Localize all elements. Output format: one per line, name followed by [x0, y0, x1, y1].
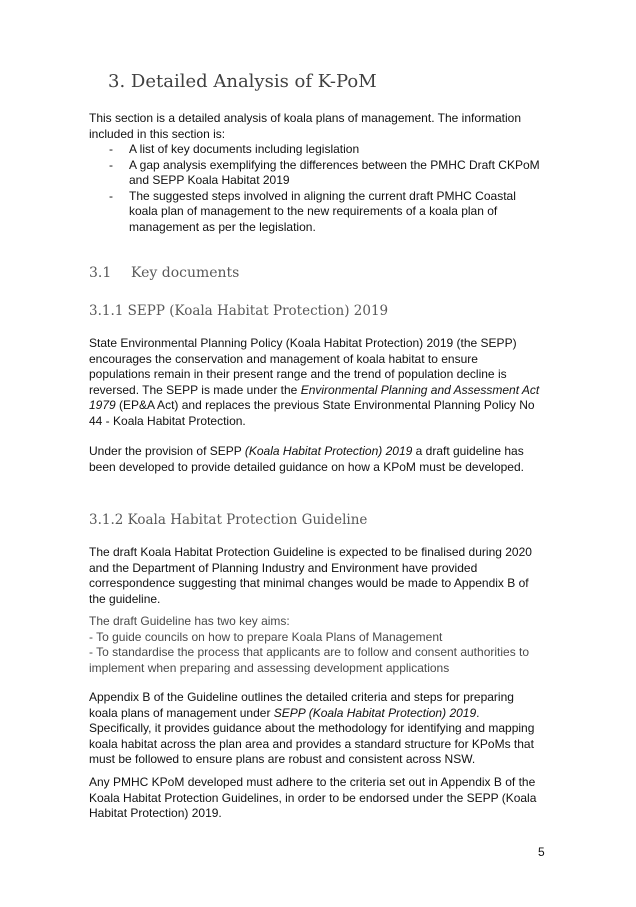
- section-heading-3-1-1: 3.1.1 SEPP (Koala Habitat Protection) 2019: [89, 303, 389, 319]
- section-number: 3.1: [89, 265, 112, 281]
- paragraph-line: [89, 383, 559, 399]
- sepp-title-italic: SEPP (Koala Habitat Protection) 2019: [273, 705, 477, 720]
- section-title: Key documents: [131, 265, 240, 281]
- paragraph-line: Appendix B of the Guideline outlines the detailed criteria and steps for preparing: [89, 690, 514, 704]
- paragraph-line: and the Department of Planning Industry and Environment have provided: [89, 560, 478, 575]
- section-heading-3: 3. Detailed Analysis of K-PoM: [108, 71, 377, 92]
- paragraph-line: - To standardise the process that applicants are to follow and consent authorities to: [89, 645, 530, 659]
- bullet-item: [89, 189, 540, 236]
- intro-line: included in this section is:: [89, 126, 226, 141]
- section-heading-3-1: [89, 265, 239, 281]
- bullet-text: The suggested steps involved in aligning the current draft PMHC Coastal: [129, 188, 516, 203]
- text-run: .: [476, 705, 480, 720]
- paragraph-line: encourages the conservation and management of koala habitat to ensure: [89, 351, 478, 366]
- paragraph-line: Specifically, it provides guidance about the methodology for identifying and mapping: [89, 721, 535, 735]
- intro-paragraph: [89, 111, 559, 142]
- bullet-text: A list of key documents including legislation: [129, 142, 360, 156]
- text-run: koala plans of management under: [89, 705, 274, 720]
- paragraph-line: [89, 706, 559, 722]
- bullet-text: A gap analysis exemplifying the differences between the PMHC Draft CKPoM: [129, 157, 540, 172]
- paragraph-line: State Environmental Planning Policy (Koala Habitat Protection) 2019 (the SEPP): [89, 336, 517, 350]
- adhere-paragraph: [89, 775, 559, 822]
- sepp-paragraph: [89, 336, 559, 429]
- contents-bullet-list: [89, 142, 540, 235]
- bullet-dash: -: [109, 157, 113, 172]
- paragraph-line: The draft Guideline has two key aims:: [89, 614, 290, 628]
- bullet-item: [89, 142, 540, 158]
- paragraph-line: Koala Habitat Protection Guidelines, in order to be endorsed under the SEPP (Koala: [89, 790, 537, 805]
- paragraph-line: [89, 444, 559, 460]
- bullet-text: management as per the legislation.: [129, 219, 316, 234]
- paragraph-line: 44 - Koala Habitat Protection.: [89, 413, 246, 428]
- paragraph-line: been developed to provide detailed guidance on how a KPoM must be developed.: [89, 459, 524, 474]
- bullet-dash: -: [109, 142, 113, 156]
- bullet-dash: -: [109, 188, 113, 203]
- paragraph-line: the guideline.: [89, 591, 161, 606]
- paragraph-line: - To guide councils on how to prepare Koala Plans of Management: [89, 629, 443, 644]
- provision-paragraph: [89, 444, 559, 475]
- paragraph-line: Any PMHC KPoM developed must adhere to the criteria set out in Appendix B of the: [89, 775, 536, 789]
- text-run: Under the provision of SEPP: [89, 444, 245, 458]
- intro-line: This section is a detailed analysis of koala plans of management. The information: [89, 111, 522, 125]
- paragraph-line: implement when preparing and assessing development applications: [89, 660, 450, 675]
- paragraph-line: correspondence suggesting that minimal changes would be made to Appendix B of: [89, 576, 529, 590]
- bullet-text: koala plan of management to the new requirements of a koala plan of: [129, 204, 498, 218]
- appendix-paragraph: [89, 690, 559, 768]
- paragraph-line: Habitat Protection) 2019.: [89, 806, 222, 820]
- paragraph-line: populations remain in their present range and the trend of population decline is: [89, 367, 507, 381]
- sepp-title-italic: (Koala Habitat Protection) 2019: [244, 444, 413, 458]
- aims-paragraph: [89, 614, 559, 676]
- page-number: 5: [538, 845, 545, 859]
- text-run: a draft guideline has: [412, 444, 524, 458]
- text-run: (EP&A Act) and replaces the previous State Environmental Planning Policy No: [115, 398, 535, 412]
- act-year-italic: 1979: [89, 398, 116, 412]
- paragraph-line: The draft Koala Habitat Protection Guideline is expected to be finalised during 2020: [89, 545, 532, 559]
- bullet-item: [89, 158, 540, 189]
- section-heading-3-1-2: 3.1.2 Koala Habitat Protection Guideline: [89, 512, 368, 528]
- paragraph-line: [89, 398, 559, 414]
- paragraph-line: must be followed to ensure plans are robust and consistent across NSW.: [89, 752, 476, 766]
- guideline-paragraph: [89, 545, 559, 607]
- bullet-text: and SEPP Koala Habitat 2019: [129, 173, 290, 187]
- text-run: reversed. The SEPP is made under the: [89, 382, 301, 397]
- act-title-italic: Environmental Planning and Assessment Act: [300, 382, 540, 397]
- paragraph-line: koala habitat across the plan area and provides a standard structure for KPoMs that: [89, 736, 534, 751]
